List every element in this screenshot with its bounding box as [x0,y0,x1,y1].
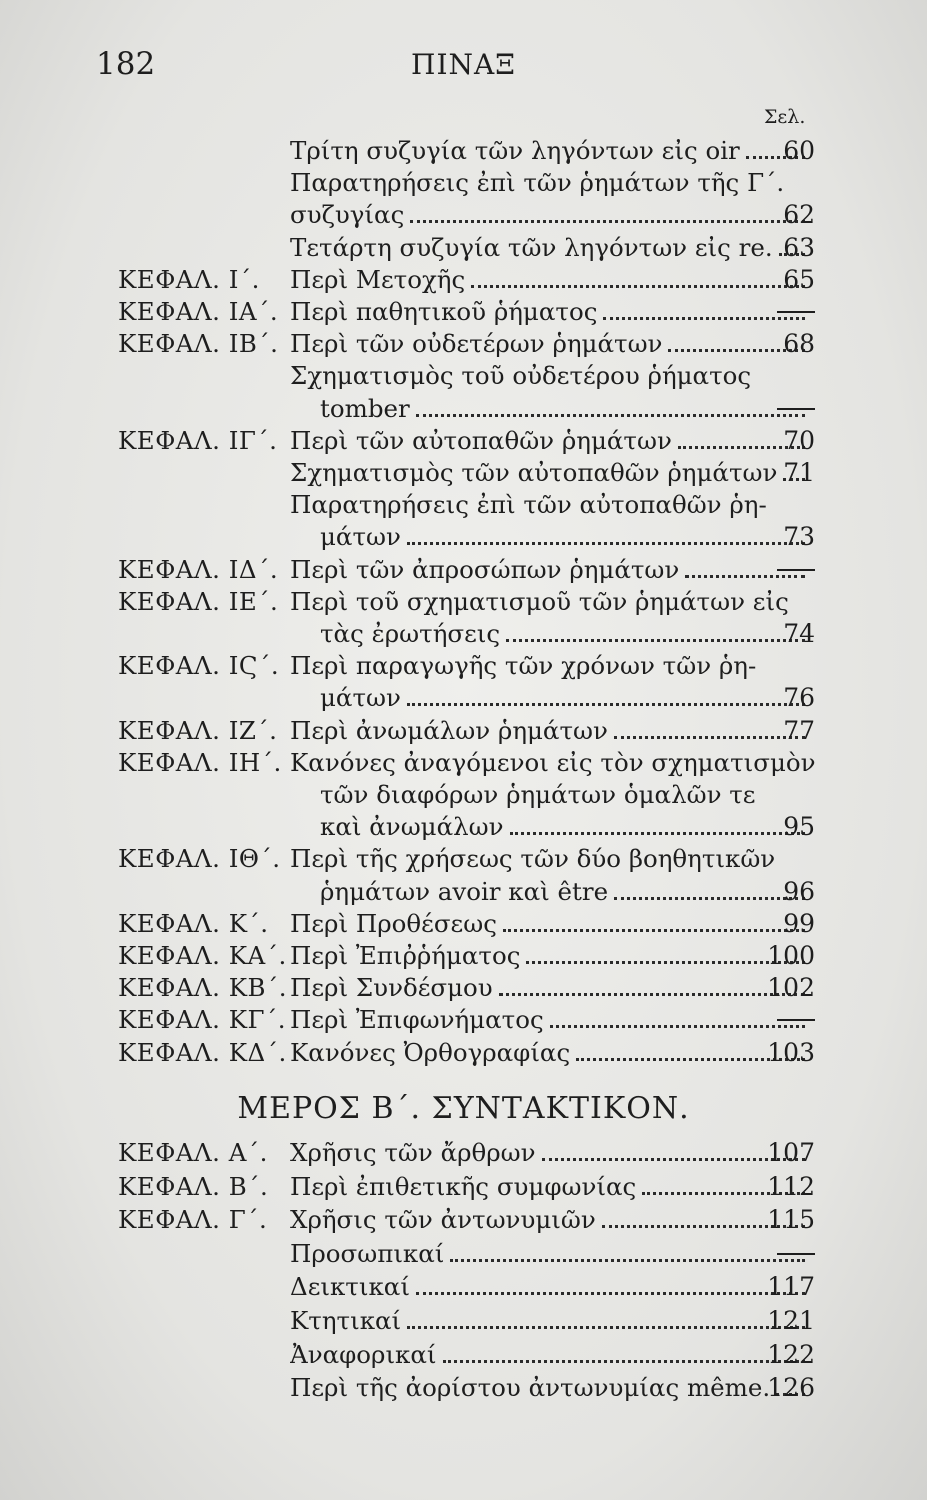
entry-title: Ἀναφορικαί [290,1339,437,1369]
toc-entry [0,842,927,876]
entry-title: Περὶ τῆς χρήσεως τῶν δύο βοηθητικῶν [290,844,776,874]
toc-entry [0,1237,927,1271]
entry-title: Σχηματισμὸς τοῦ οὐδετέρου ῥήματος [290,361,752,391]
page-number: 182 [96,46,156,82]
page-ref: 68 [783,329,815,359]
toc-entry [0,1170,927,1204]
entry-title: tomber [320,393,410,423]
chapter-label: ΚΕΦΑΛ. Γ΄. [118,1205,268,1235]
entry-title: Περὶ Προθέσεως [290,908,497,938]
chapter-label: ΚΕΦΑΛ. Κ΄. [118,908,269,938]
entry-title: Δεικτικαί [290,1272,410,1302]
toc-entry [0,231,927,265]
page-ref: 62 [783,200,815,230]
chapter-label: ΚΕΦΑΛ. ΚΓ΄. [118,1005,287,1035]
dot-leader [603,317,805,320]
toc-entry [0,778,927,812]
chapter-label: ΚΕΦΑΛ. Ι΄. [118,264,260,294]
toc-entry [0,134,927,168]
page-ref: 107 [767,1138,815,1167]
page-ref: 99 [783,908,815,938]
toc-entry [0,1136,927,1170]
entry-title: συζυγίας [290,200,405,230]
toc-entry [0,714,927,748]
chapter-label: ΚΕΦΑΛ. ΙϚ΄. [118,651,280,681]
entry-title: μάτων [320,522,401,552]
toc-entry [0,295,927,329]
chapter-label: ΚΕΦΑΛ. ΚΑ΄. [118,941,287,970]
toc-entry [0,585,927,619]
toc-entry [0,456,927,490]
chapter-label: ΚΕΦΑΛ. Β΄. [118,1171,269,1201]
entry-title: Χρῆσις τῶν ἄρθρων [290,1138,536,1167]
page-ref: 65 [783,264,815,294]
entry-title: Περὶ ἐπιθετικῆς συμφωνίας [290,1171,637,1201]
entry-title: Περὶ τῆς ἀορίστου ἀντωνυμίας même. [290,1373,771,1403]
entry-title: Προσωπικαί [290,1238,445,1268]
toc-entry [0,971,927,1005]
toc-entry [0,392,927,426]
toc-entry [0,1003,927,1037]
page-ref: 112 [767,1171,815,1201]
chapter-label: ΚΕΦΑΛ. ΙΖ΄. [118,715,278,745]
toc-entry [0,1371,927,1405]
page-ref: 77 [783,715,815,745]
chapter-label: ΚΕΦΑΛ. ΙΔ΄. [118,554,279,584]
entry-title: τὰς ἐρωτήσεις [320,619,501,648]
page-ref: 102 [767,973,815,1003]
page-ref: 117 [767,1272,815,1302]
entry-title: Κτητικαί [290,1306,402,1335]
page-ref: 115 [767,1205,815,1235]
page-ref: 96 [783,876,815,906]
entry-title: Περὶ ἀνωμάλων ῥημάτων [290,715,608,745]
page-ref: 73 [783,522,815,552]
toc-entry [0,907,927,941]
toc-entry [0,198,927,232]
page-ref: 76 [783,683,815,713]
page-ditto-dash [777,569,815,571]
toc-entry [0,488,927,522]
page-ref: 60 [783,136,815,165]
toc-entry [0,520,927,554]
toc-entry [0,1203,927,1237]
page-ref: 100 [767,941,815,970]
entry-title: Περὶ Ἐπιφωνήματος [290,1005,544,1035]
entry-title: Περὶ τῶν αὐτοπαθῶν ῥημάτων [290,425,672,455]
entry-title: Περὶ παθητικοῦ ῥήματος [290,297,598,326]
page-ref: 121 [767,1306,815,1335]
page-ditto-dash [777,408,815,410]
page-ditto-dash [777,1253,815,1255]
entry-title: Τρίτη συζυγία τῶν ληγόντων εἰς oir [290,136,740,165]
page-ref: 63 [783,232,815,262]
dot-leader [450,1259,805,1262]
entry-title: Περὶ τῶν οὐδετέρων ῥημάτων [290,329,663,359]
page-ref: 103 [767,1037,815,1067]
page-ref: 71 [783,458,815,487]
entry-title: μάτων [320,683,401,713]
chapter-label: ΚΕΦΑΛ. ΚΒ΄. [118,973,288,1003]
entry-title: ῥημάτων avoir καὶ être [320,876,609,906]
toc-entry [0,359,927,393]
toc-entry [0,424,927,458]
page-ref: 74 [783,619,815,648]
chapter-label: ΚΕΦΑΛ. ΙΘ΄. [118,844,281,874]
entry-title: καὶ ἀνωμάλων [320,812,504,842]
entry-title: Παρατηρήσεις ἐπὶ τῶν ῥημάτων τῆς Γ΄. [290,168,785,198]
running-head: ΠΙΝΑΞ [411,48,516,81]
toc-entry [0,1036,927,1070]
page-ref: 126 [767,1373,815,1403]
toc-entry [0,681,927,715]
toc-entry [0,327,927,361]
toc-entry [0,166,927,200]
toc-entry [0,939,927,973]
entry-title: τῶν διαφόρων ῥημάτων ὁμαλῶν τε [320,780,756,809]
entry-title: Περὶ τοῦ σχηματισμοῦ τῶν ῥημάτων εἰς [290,586,789,616]
toc-entry [0,649,927,683]
entry-title: Περὶ τῶν ἀπροσώπων ῥημάτων [290,554,680,584]
chapter-label: ΚΕΦΑΛ. ΙΕ΄. [118,586,279,616]
chapter-label: ΚΕΦΑΛ. ΙΑ΄. [118,297,279,326]
chapter-label: ΚΕΦΑΛ. ΙΒ΄. [118,329,279,359]
entry-title: Τετάρτη συζυγία τῶν ληγόντων εἰς re. [290,232,773,262]
entry-title: Παρατηρήσεις ἐπὶ τῶν αὐτοπαθῶν ῥη- [290,490,767,520]
entry-title: Περὶ Ἐπιῤῥήματος [290,941,521,970]
toc-entry [0,1270,927,1304]
chapter-label: ΚΕΦΑΛ. ΙΗ΄. [118,747,282,777]
chapter-label: ΚΕΦΑΛ. ΙΓ΄. [118,425,278,455]
toc-entry [0,1338,927,1372]
toc-entry [0,746,927,780]
toc-entry [0,553,927,587]
page-ditto-dash [777,1019,815,1021]
entry-title: Κανόνες Ὀρθογραφίας [290,1037,571,1067]
toc-entry [0,617,927,651]
page-ref: 95 [783,812,815,842]
chapter-label: ΚΕΦΑΛ. ΚΔ΄. [118,1037,287,1067]
entry-title: Χρῆσις τῶν ἀντωνυμιῶν [290,1205,596,1235]
page-column-header: Σελ. [764,106,806,128]
section-heading: ΜΕΡΟΣ Β΄. ΣΥΝΤΑΚΤΙΚΟΝ. [237,1091,690,1126]
entry-title: Σχηματισμὸς τῶν αὐτοπαθῶν ῥημάτων [290,458,778,487]
entry-title: Περὶ Μετοχῆς [290,264,466,294]
entry-title: Περὶ Συνδέσμου [290,973,493,1003]
entry-title: Κανόνες ἀναγόμενοι εἰς τὸν σχηματισμὸν [290,747,816,777]
page-ref: 70 [783,425,815,455]
dot-leader [416,414,805,417]
toc-entry [0,1304,927,1338]
dot-leader [550,1025,805,1028]
page-ditto-dash [777,311,815,313]
page-ref: 122 [767,1339,815,1369]
chapter-label: ΚΕΦΑΛ. Α΄. [118,1138,268,1167]
entry-title: Περὶ παραγωγῆς τῶν χρόνων τῶν ῥη- [290,651,757,681]
toc-entry [0,263,927,297]
toc-entry [0,875,927,909]
toc-entry [0,810,927,844]
